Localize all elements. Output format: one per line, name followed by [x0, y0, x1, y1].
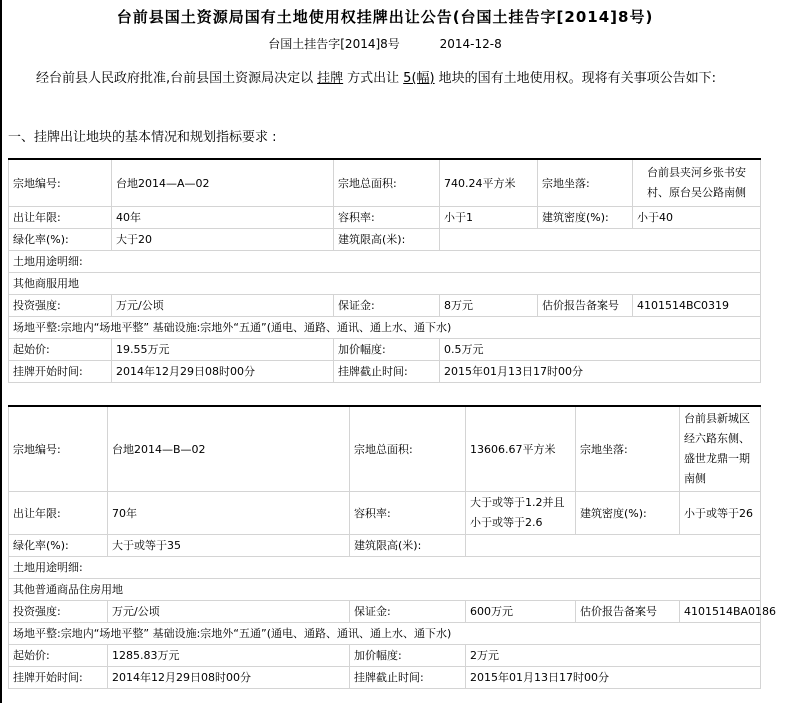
value-parcel-no: 台地2014—B—02 [108, 406, 350, 492]
value-end-time: 2015年01月13日17时00分 [440, 361, 761, 383]
value-start-price: 19.55万元 [112, 339, 334, 361]
table-row [9, 492, 761, 535]
parcel-table-2 [8, 405, 777, 689]
label-end-time: 挂牌截止时间: [334, 361, 440, 383]
label-plot-ratio: 容积率: [350, 492, 466, 535]
parcel-table-1 [8, 158, 761, 383]
value-appraisal: 4101514BA0186 [680, 601, 761, 623]
table-row [9, 207, 761, 229]
table-row [9, 579, 761, 601]
table-row [9, 535, 761, 557]
value-increment: 0.5万元 [440, 339, 761, 361]
value-term: 40年 [112, 207, 334, 229]
label-height: 建筑限高(米): [334, 229, 440, 251]
label-deposit: 保证金: [334, 295, 440, 317]
value-density: 小于或等于26 [680, 492, 761, 535]
value-plot-ratio: 大于或等于1.2并且小于或等于2.6 [466, 492, 576, 535]
label-parcel-no: 宗地编号: [9, 406, 108, 492]
page-title: 台前县国土资源局国有土地使用权挂牌出让公告(台国土挂告字[2014]8号) [116, 8, 654, 26]
label-use: 土地用途明细: [9, 557, 761, 579]
label-total-area: 宗地总面积: [334, 159, 440, 207]
label-start-price: 起始价: [9, 339, 112, 361]
value-increment: 2万元 [466, 645, 761, 667]
label-plot-ratio: 容积率: [334, 207, 440, 229]
table-row [9, 295, 761, 317]
value-start-time: 2014年12月29日08时00分 [112, 361, 334, 383]
table-row [9, 159, 761, 207]
label-investment: 投资强度: [9, 601, 108, 623]
value-deposit: 600万元 [466, 601, 576, 623]
value-end-time: 2015年01月13日17时00分 [466, 667, 761, 689]
label-location: 宗地坐落: [538, 159, 633, 207]
label-term: 出让年限: [9, 492, 108, 535]
label-start-time: 挂牌开始时间: [9, 361, 112, 383]
doc-subheader [0, 35, 770, 52]
label-term: 出让年限: [9, 207, 112, 229]
label-investment: 投资强度: [9, 295, 112, 317]
label-density: 建筑密度(%): [576, 492, 680, 535]
value-investment: 万元/公顷 [108, 601, 350, 623]
label-appraisal: 估价报告备案号 [576, 601, 680, 623]
table-row [9, 273, 761, 295]
value-total-area: 740.24平方米 [440, 159, 538, 207]
table-row [9, 557, 761, 579]
label-use: 土地用途明细: [9, 251, 761, 273]
label-end-time: 挂牌截止时间: [350, 667, 466, 689]
label-green: 绿化率(%): [9, 535, 108, 557]
table-row [9, 601, 761, 623]
label-increment: 加价幅度: [334, 339, 440, 361]
doc-number: 台国土挂告字[2014]8号 [268, 37, 400, 51]
table-row [9, 645, 761, 667]
label-total-area: 宗地总面积: [350, 406, 466, 492]
table-row [9, 361, 761, 383]
table-row [9, 406, 761, 492]
table-row [9, 339, 761, 361]
value-use: 其他普通商品住房用地 [9, 579, 761, 601]
label-start-price: 起始价: [9, 645, 108, 667]
label-appraisal: 估价报告备案号 [538, 295, 633, 317]
doc-date: 2014-12-8 [439, 37, 502, 51]
value-use: 其他商服用地 [9, 273, 761, 295]
value-height [466, 535, 761, 557]
value-location: 台前县新城区经六路东侧、盛世龙鼎一期南侧 [680, 406, 761, 492]
value-green: 大于20 [112, 229, 334, 251]
value-total-area: 13606.67平方米 [466, 406, 576, 492]
label-height: 建筑限高(米): [350, 535, 466, 557]
table-row [9, 229, 761, 251]
value-appraisal: 4101514BC0319 [633, 295, 761, 317]
value-deposit: 8万元 [440, 295, 538, 317]
value-location: 台前县夹河乡张书安村、原台吴公路南侧 [633, 159, 761, 207]
label-deposit: 保证金: [350, 601, 466, 623]
table-row [9, 251, 761, 273]
value-investment: 万元/公顷 [112, 295, 334, 317]
label-start-time: 挂牌开始时间: [9, 667, 108, 689]
value-density: 小于40 [633, 207, 761, 229]
label-green: 绿化率(%): [9, 229, 112, 251]
left-border [0, 0, 2, 703]
value-start-price: 1285.83万元 [108, 645, 350, 667]
value-start-time: 2014年12月29日08时00分 [108, 667, 350, 689]
value-green: 大于或等于35 [108, 535, 350, 557]
method-value: 挂牌 [317, 71, 344, 86]
label-location: 宗地坐落: [576, 406, 680, 492]
label-density: 建筑密度(%): [538, 207, 633, 229]
value-plot-ratio: 小于1 [440, 207, 538, 229]
value-parcel-no: 台地2014—A—02 [112, 159, 334, 207]
value-term: 70年 [108, 492, 350, 535]
value-site-prep: 场地平整:宗地内“场地平整” 基础设施:宗地外“五通”(通电、通路、通讯、通上水、通下水) [9, 317, 761, 339]
table-row [9, 623, 761, 645]
value-site-prep: 场地平整:宗地内“场地平整” 基础设施:宗地外“五通”(通电、通路、通讯、通上水、通下水) [9, 623, 761, 645]
intro-paragraph: 经台前县人民政府批准,台前县国土资源局决定以 挂牌 方式出让 5(幅) 地块的国有土地使用权。现将有关事项公告如下: [36, 71, 716, 86]
table-row [9, 667, 761, 689]
section-title: 一、挂牌出让地块的基本情况和规划指标要求 : [8, 130, 277, 145]
value-height [440, 229, 761, 251]
count-value: 5(幅) [403, 71, 435, 86]
label-increment: 加价幅度: [350, 645, 466, 667]
label-parcel-no: 宗地编号: [9, 159, 112, 207]
table-row [9, 317, 761, 339]
